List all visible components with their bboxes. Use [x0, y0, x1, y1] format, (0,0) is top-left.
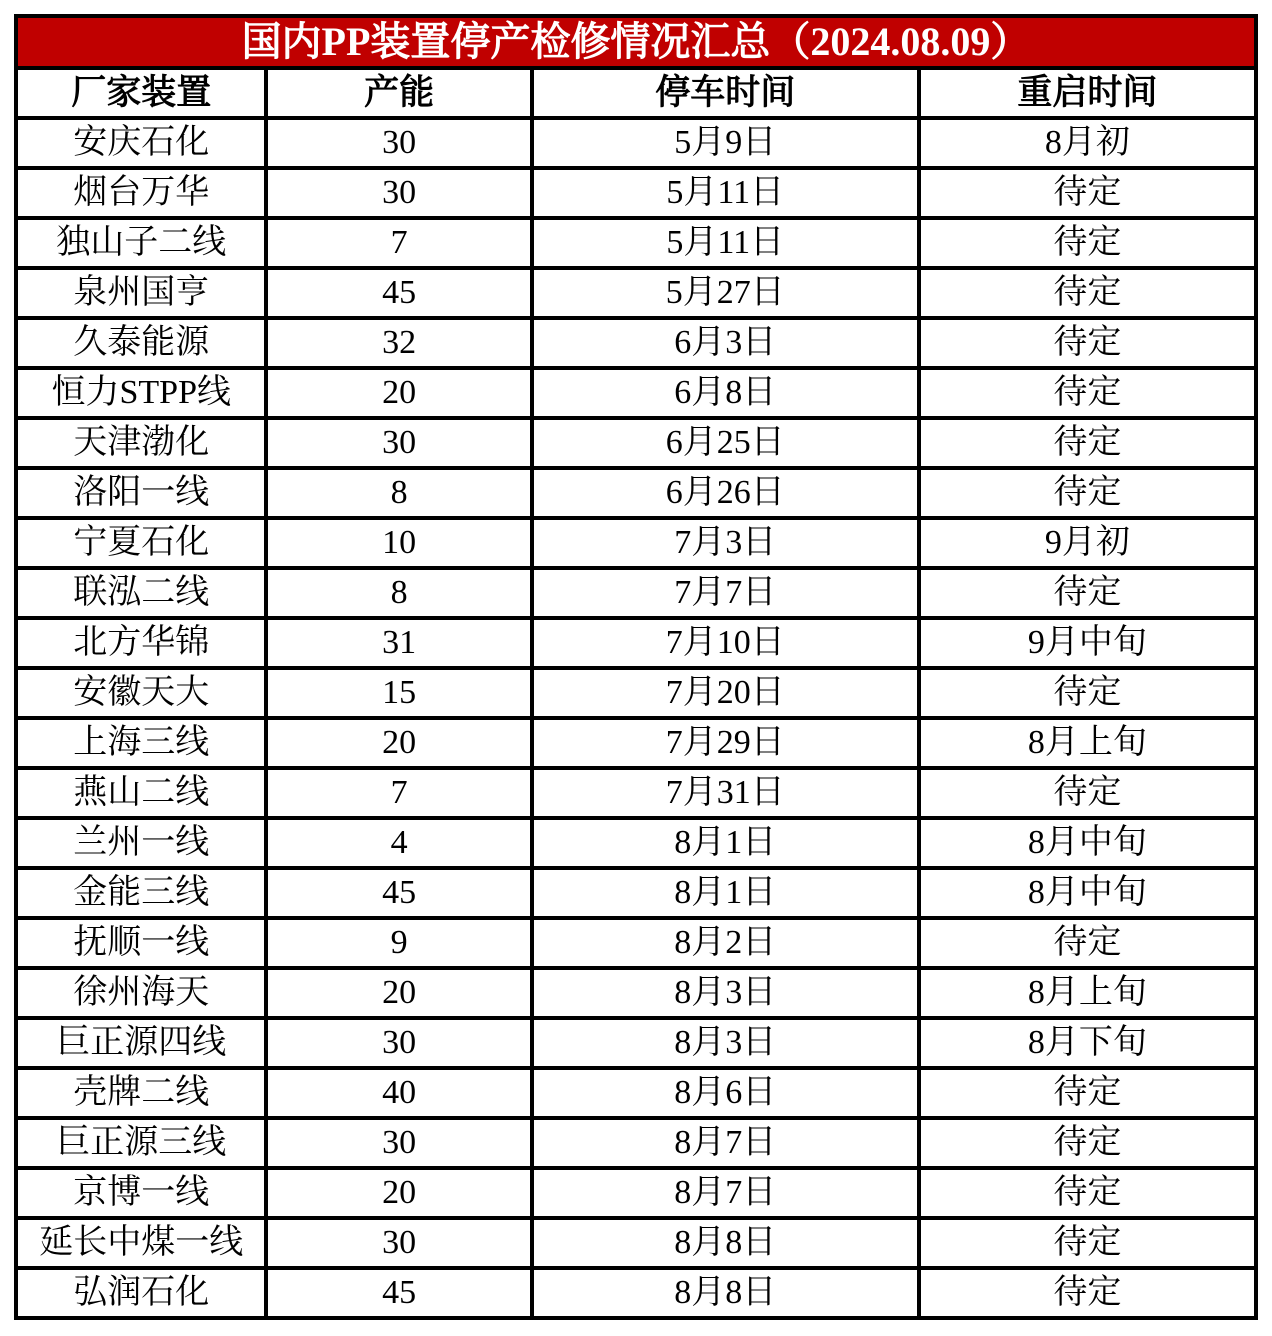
plant-cell: 巨正源四线	[16, 1018, 266, 1068]
table-row	[16, 868, 1256, 918]
capacity-cell: 45	[266, 268, 531, 318]
capacity-cell: 20	[266, 718, 531, 768]
shutdown-time-cell: 6月26日	[532, 468, 919, 518]
shutdown-time-cell: 8月2日	[532, 918, 919, 968]
restart-time-cell: 8月上旬	[919, 968, 1256, 1018]
table-row	[16, 418, 1256, 468]
capacity-cell: 4	[266, 818, 531, 868]
restart-time-cell: 9月中旬	[919, 618, 1256, 668]
capacity-cell: 30	[266, 1118, 531, 1168]
shutdown-time-cell: 7月7日	[532, 568, 919, 618]
capacity-cell: 10	[266, 518, 531, 568]
table-row	[16, 218, 1256, 268]
shutdown-time-cell: 7月10日	[532, 618, 919, 668]
restart-time-cell: 9月初	[919, 518, 1256, 568]
capacity-cell: 7	[266, 768, 531, 818]
shutdown-time-cell: 5月11日	[532, 218, 919, 268]
table-row	[16, 818, 1256, 868]
table-row	[16, 468, 1256, 518]
plant-cell: 泉州国亨	[16, 268, 266, 318]
shutdown-time-cell: 8月6日	[532, 1068, 919, 1118]
restart-time-cell: 待定	[919, 918, 1256, 968]
column-header-capacity: 产能	[266, 68, 531, 118]
plant-cell: 延长中煤一线	[16, 1218, 266, 1268]
capacity-cell: 9	[266, 918, 531, 968]
restart-time-cell: 8月中旬	[919, 868, 1256, 918]
capacity-cell: 30	[266, 168, 531, 218]
restart-time-cell: 待定	[919, 468, 1256, 518]
restart-time-cell: 8月初	[919, 118, 1256, 168]
table-body	[16, 118, 1256, 1318]
shutdown-time-cell: 5月9日	[532, 118, 919, 168]
restart-time-cell: 待定	[919, 668, 1256, 718]
shutdown-time-cell: 7月29日	[532, 718, 919, 768]
capacity-cell: 20	[266, 1168, 531, 1218]
column-header-plant: 厂家装置	[16, 68, 266, 118]
capacity-cell: 32	[266, 318, 531, 368]
restart-time-cell: 待定	[919, 768, 1256, 818]
plant-cell: 燕山二线	[16, 768, 266, 818]
plant-cell: 兰州一线	[16, 818, 266, 868]
table-row	[16, 168, 1256, 218]
plant-cell: 壳牌二线	[16, 1068, 266, 1118]
header-row	[16, 68, 1256, 118]
plant-cell: 北方华锦	[16, 618, 266, 668]
capacity-cell: 31	[266, 618, 531, 668]
table-row	[16, 268, 1256, 318]
restart-time-cell: 待定	[919, 368, 1256, 418]
shutdown-time-cell: 5月11日	[532, 168, 919, 218]
restart-time-cell: 待定	[919, 1168, 1256, 1218]
table-row	[16, 668, 1256, 718]
plant-cell: 烟台万华	[16, 168, 266, 218]
restart-time-cell: 待定	[919, 218, 1256, 268]
shutdown-time-cell: 8月7日	[532, 1118, 919, 1168]
shutdown-time-cell: 8月8日	[532, 1268, 919, 1318]
shutdown-time-cell: 8月1日	[532, 868, 919, 918]
plant-cell: 恒力STPP线	[16, 368, 266, 418]
restart-time-cell: 待定	[919, 1268, 1256, 1318]
table-row	[16, 118, 1256, 168]
plant-cell: 徐州海天	[16, 968, 266, 1018]
restart-time-cell: 待定	[919, 568, 1256, 618]
capacity-cell: 20	[266, 968, 531, 1018]
table-row	[16, 368, 1256, 418]
restart-time-cell: 待定	[919, 318, 1256, 368]
table-row	[16, 518, 1256, 568]
plant-cell: 金能三线	[16, 868, 266, 918]
shutdown-time-cell: 6月25日	[532, 418, 919, 468]
table-row	[16, 1218, 1256, 1268]
capacity-cell: 45	[266, 1268, 531, 1318]
shutdown-time-cell: 7月20日	[532, 668, 919, 718]
table-row	[16, 768, 1256, 818]
table-title: 国内PP装置停产检修情况汇总（2024.08.09）	[16, 16, 1256, 68]
restart-time-cell: 待定	[919, 1068, 1256, 1118]
shutdown-time-cell: 6月3日	[532, 318, 919, 368]
capacity-cell: 30	[266, 1018, 531, 1068]
table-row	[16, 618, 1256, 668]
title-row	[16, 16, 1256, 68]
plant-cell: 洛阳一线	[16, 468, 266, 518]
plant-cell: 安徽天大	[16, 668, 266, 718]
restart-time-cell: 待定	[919, 268, 1256, 318]
plant-cell: 独山子二线	[16, 218, 266, 268]
table-row	[16, 1018, 1256, 1068]
table-row	[16, 1118, 1256, 1168]
table-row	[16, 1168, 1256, 1218]
table-row	[16, 318, 1256, 368]
table-row	[16, 1268, 1256, 1318]
table-row	[16, 1068, 1256, 1118]
shutdown-time-cell: 7月3日	[532, 518, 919, 568]
plant-cell: 京博一线	[16, 1168, 266, 1218]
capacity-cell: 30	[266, 118, 531, 168]
restart-time-cell: 8月下旬	[919, 1018, 1256, 1068]
table-row	[16, 568, 1256, 618]
column-header-restart-time: 重启时间	[919, 68, 1256, 118]
plant-cell: 弘润石化	[16, 1268, 266, 1318]
restart-time-cell: 待定	[919, 418, 1256, 468]
restart-time-cell: 待定	[919, 1118, 1256, 1168]
capacity-cell: 15	[266, 668, 531, 718]
plant-cell: 联泓二线	[16, 568, 266, 618]
shutdown-time-cell: 6月8日	[532, 368, 919, 418]
capacity-cell: 7	[266, 218, 531, 268]
plant-cell: 久泰能源	[16, 318, 266, 368]
pp-shutdown-maintenance-table	[14, 14, 1258, 1320]
plant-cell: 宁夏石化	[16, 518, 266, 568]
plant-cell: 安庆石化	[16, 118, 266, 168]
shutdown-time-cell: 8月1日	[532, 818, 919, 868]
capacity-cell: 8	[266, 568, 531, 618]
table-row	[16, 968, 1256, 1018]
capacity-cell: 30	[266, 1218, 531, 1268]
plant-cell: 巨正源三线	[16, 1118, 266, 1168]
restart-time-cell: 8月中旬	[919, 818, 1256, 868]
restart-time-cell: 8月上旬	[919, 718, 1256, 768]
shutdown-time-cell: 5月27日	[532, 268, 919, 318]
capacity-cell: 8	[266, 468, 531, 518]
plant-cell: 天津渤化	[16, 418, 266, 468]
shutdown-time-cell: 8月8日	[532, 1218, 919, 1268]
table-row	[16, 718, 1256, 768]
shutdown-time-cell: 8月7日	[532, 1168, 919, 1218]
capacity-cell: 45	[266, 868, 531, 918]
restart-time-cell: 待定	[919, 168, 1256, 218]
shutdown-time-cell: 7月31日	[532, 768, 919, 818]
shutdown-time-cell: 8月3日	[532, 968, 919, 1018]
restart-time-cell: 待定	[919, 1218, 1256, 1268]
plant-cell: 抚顺一线	[16, 918, 266, 968]
capacity-cell: 40	[266, 1068, 531, 1118]
column-header-shutdown-time: 停车时间	[532, 68, 919, 118]
capacity-cell: 30	[266, 418, 531, 468]
shutdown-time-cell: 8月3日	[532, 1018, 919, 1068]
capacity-cell: 20	[266, 368, 531, 418]
table-row	[16, 918, 1256, 968]
plant-cell: 上海三线	[16, 718, 266, 768]
